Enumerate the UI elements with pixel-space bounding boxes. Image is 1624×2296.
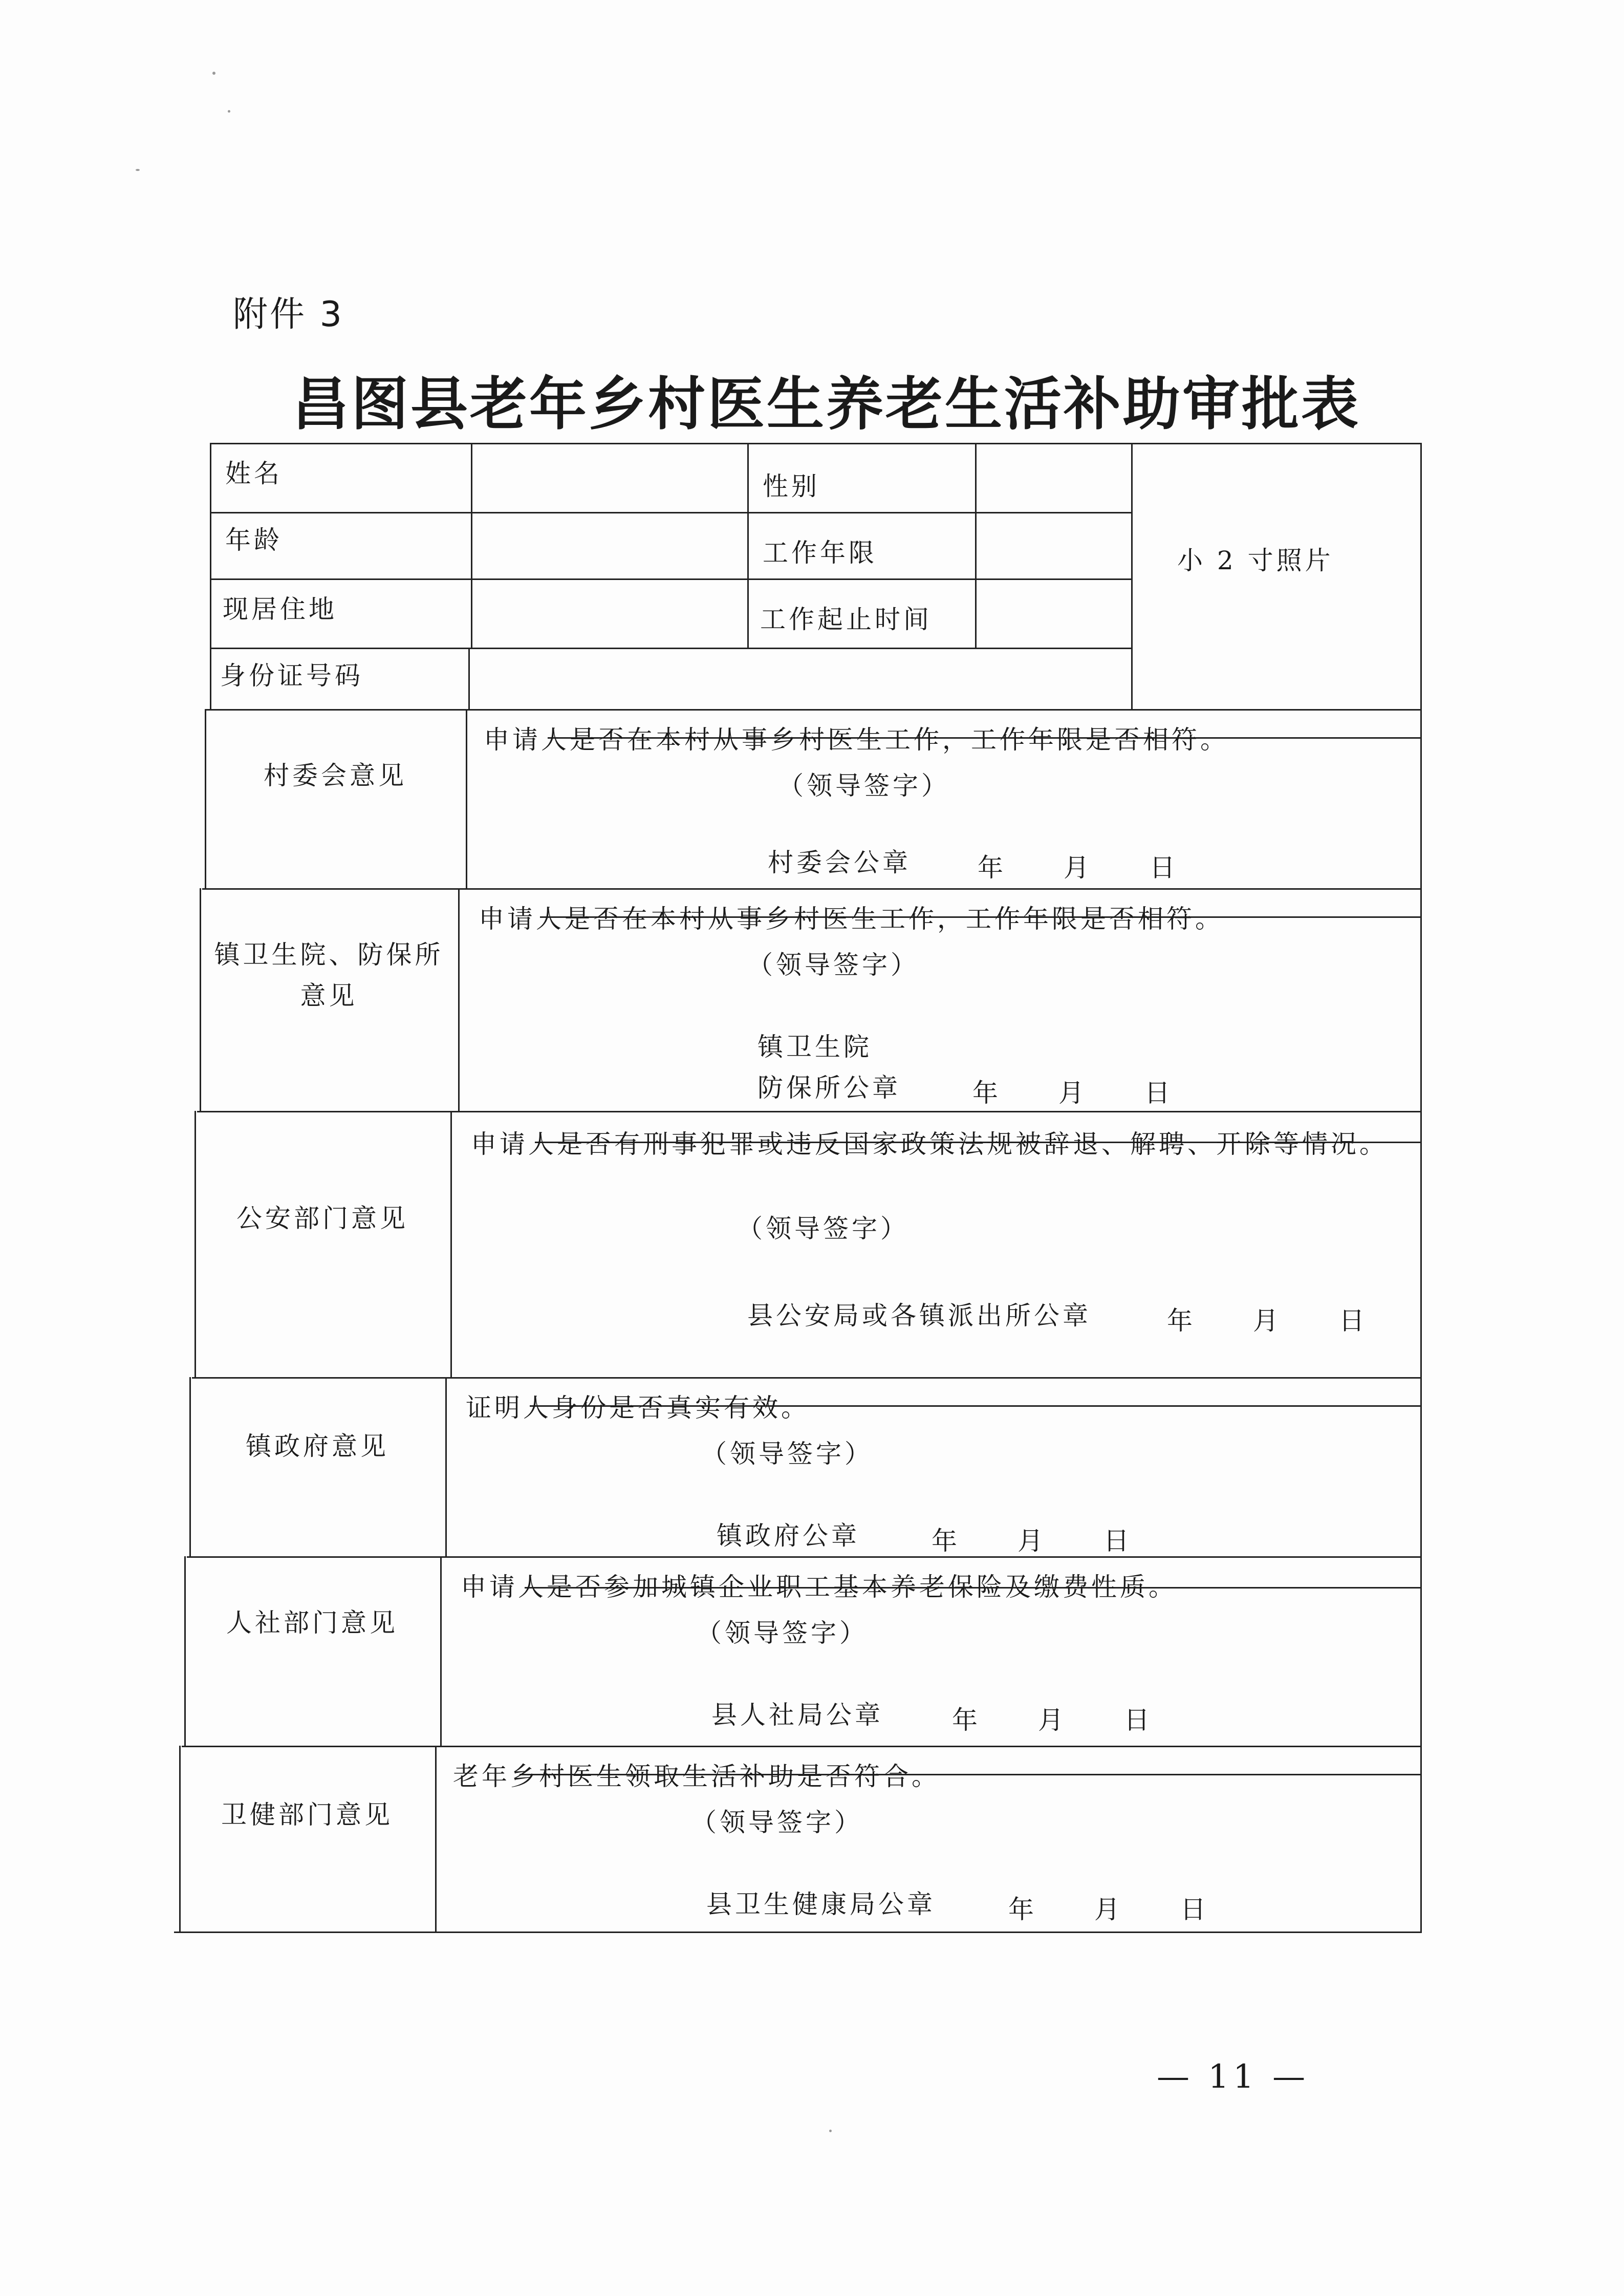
id-number-label: 身份证号码 [220, 661, 363, 691]
table-line [468, 648, 470, 709]
gender-label: 性别 [763, 471, 820, 501]
table-line [458, 888, 460, 1111]
scan-speck [136, 169, 140, 171]
table-line [210, 443, 1420, 444]
photo-placeholder-label: 小 2 寸照片 [1177, 546, 1334, 575]
signature-label: （领导签字） [737, 1214, 909, 1243]
table-line [445, 1377, 447, 1556]
table-line [184, 1556, 186, 1746]
approval-form-table [174, 443, 1456, 1966]
date-label: 年 月 日 [1008, 1895, 1209, 1924]
table-line [210, 443, 211, 709]
age-label: 年龄 [225, 525, 283, 555]
section-question: 申请人是否在本村从事乡村医生工作，工作年限是否相符。 [479, 904, 1224, 934]
scan-speck [829, 2130, 832, 2132]
date-label: 年 月 日 [978, 853, 1178, 883]
date-label: 年 月 日 [932, 1526, 1132, 1556]
seal-label: 镇政府公章 [717, 1521, 860, 1551]
signature-label: （领导签字） [747, 950, 919, 980]
section-label-line2: 意见 [300, 981, 358, 1011]
section-question: 申请人是否参加城镇企业职工基本养老保险及缴费性质。 [461, 1572, 1177, 1602]
date-label: 年 月 日 [1167, 1306, 1368, 1336]
table-line [747, 443, 749, 648]
seal-label: 县公安局或各镇派出所公章 [747, 1301, 1091, 1331]
section-label: 镇卫生院、防保所 [214, 940, 444, 970]
table-line [182, 1746, 1420, 1747]
table-line [210, 648, 1131, 649]
table-line [435, 1746, 437, 1933]
section-question: 老年乡村医生领取生活补助是否符合。 [453, 1762, 940, 1791]
name-label: 姓名 [225, 459, 283, 488]
residence-label: 现居住地 [223, 594, 337, 624]
table-line [1420, 443, 1422, 1933]
table-line [471, 443, 472, 648]
table-line [205, 709, 206, 888]
section-label: 人社部门意见 [226, 1608, 398, 1638]
seal-org-label: 镇卫生院 [757, 1032, 872, 1062]
table-line [194, 1111, 196, 1377]
form-title: 昌图县老年乡村医生养老生活补助审批表 [292, 371, 1360, 438]
table-line [189, 1377, 191, 1556]
work-years-label: 工作年限 [763, 538, 877, 568]
table-line [466, 709, 467, 888]
table-line [197, 1111, 1420, 1112]
table-line [205, 709, 1420, 711]
section-label: 镇政府意见 [246, 1431, 389, 1461]
table-line [450, 1111, 452, 1377]
signature-label: （领导签字） [691, 1808, 863, 1837]
section-label: 卫健部门意见 [221, 1800, 393, 1830]
section-label: 村委会意见 [264, 761, 407, 790]
section-question: 证明人身份是否真实有效。 [466, 1393, 810, 1423]
seal-label: 县人社局公章 [711, 1700, 883, 1730]
date-label: 年 月 日 [952, 1705, 1153, 1735]
date-label: 年 月 日 [972, 1078, 1173, 1108]
table-line [440, 1556, 442, 1746]
section-label: 公安部门意见 [236, 1204, 408, 1233]
table-line [174, 1932, 1420, 1933]
seal-label: 村委会公章 [768, 848, 911, 877]
table-line [187, 1556, 1420, 1558]
table-line [179, 1746, 181, 1933]
table-line [1131, 443, 1133, 709]
section-question: 申请人是否有刑事犯罪或违反国家政策法规被辞退、解聘、开除等情况。 [471, 1129, 1388, 1159]
signature-label: （领导签字） [696, 1618, 868, 1648]
scan-speck [212, 72, 215, 75]
signature-label: （领导签字） [778, 771, 950, 801]
table-line [192, 1377, 1420, 1379]
table-line [975, 443, 977, 648]
scan-speck [228, 110, 230, 113]
work-period-label: 工作起止时间 [760, 605, 932, 634]
table-line [210, 578, 1131, 580]
signature-label: （领导签字） [701, 1439, 873, 1469]
section-question: 申请人是否在本村从事乡村医生工作，工作年限是否相符。 [484, 725, 1229, 755]
attachment-label: 附件 3 [233, 294, 344, 335]
seal-label: 县卫生健康局公章 [706, 1890, 936, 1919]
table-line [210, 512, 1131, 513]
page-number: — 11 — [1157, 2058, 1310, 2096]
seal-label: 防保所公章 [757, 1073, 901, 1103]
table-line [202, 888, 1420, 890]
